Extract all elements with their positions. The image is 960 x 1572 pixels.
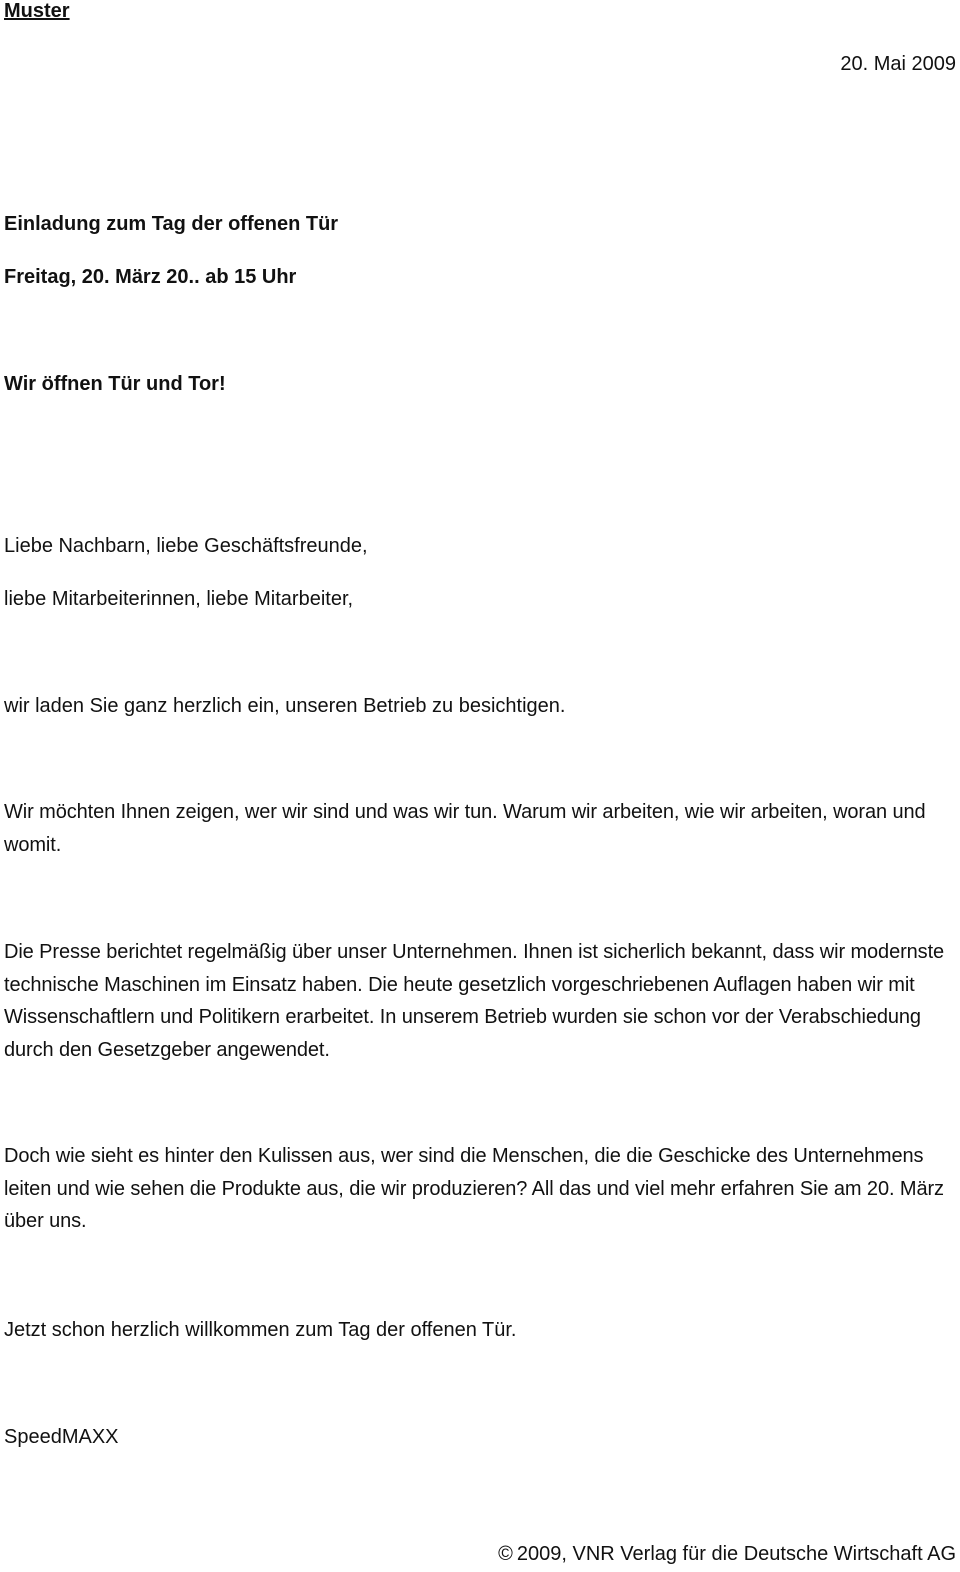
body-paragraph-4: Doch wie sieht es hinter den Kulissen aus, wer sind die Menschen, die die Geschicke des Unternehmens leiten und wie sehen die Produkte aus, die wir produzieren? All das und viel mehr erfahren Sie am 20. März über uns.: [4, 1145, 944, 1233]
copyright-text: 2009, VNR Verlag für die Deutsche Wirtschaft AG: [516, 1543, 956, 1565]
invitation-title: Einladung zum Tag der offenen Tür: [4, 213, 339, 235]
body-paragraph-1: wir laden Sie ganz herzlich ein, unseren Betrieb zu besichtigen.: [4, 695, 566, 717]
body-paragraph-2: Wir möchten Ihnen zeigen, wer wir sind und was wir tun. Warum wir arbeiten, wie wir arbeiten, woran und womit.: [4, 801, 926, 856]
document-date: 20. Mai 2009: [840, 53, 956, 75]
closing-line: Jetzt schon herzlich willkommen zum Tag der offenen Tür.: [4, 1319, 517, 1341]
salutation-line-1: Liebe Nachbarn, liebe Geschäftsfreunde,: [4, 535, 368, 557]
copyright-icon: ©: [498, 1543, 513, 1565]
signature: SpeedMAXX: [4, 1426, 119, 1448]
copyright-footer: [498, 1542, 956, 1566]
invitation-slogan: Wir öffnen Tür und Tor!: [4, 373, 226, 395]
event-date-time: Freitag, 20. März 20.. ab 15 Uhr: [4, 266, 297, 288]
body-paragraph-3: Die Presse berichtet regelmäßig über unser Unternehmen. Ihnen ist sicherlich bekannt, dass wir modernste technische Maschinen im Einsatz haben. Die heute gesetzlich vorgeschriebenen Auflagen haben wir mit Wissenschaftlern und Politikern erarbeitet. In unserem Betrieb wurden sie schon vor der Verabschiedung durch den Gesetzgeber angewendet.: [4, 941, 945, 1062]
salutation-line-2: liebe Mitarbeiterinnen, liebe Mitarbeiter,: [4, 588, 354, 610]
document-label: Muster: [4, 0, 70, 22]
